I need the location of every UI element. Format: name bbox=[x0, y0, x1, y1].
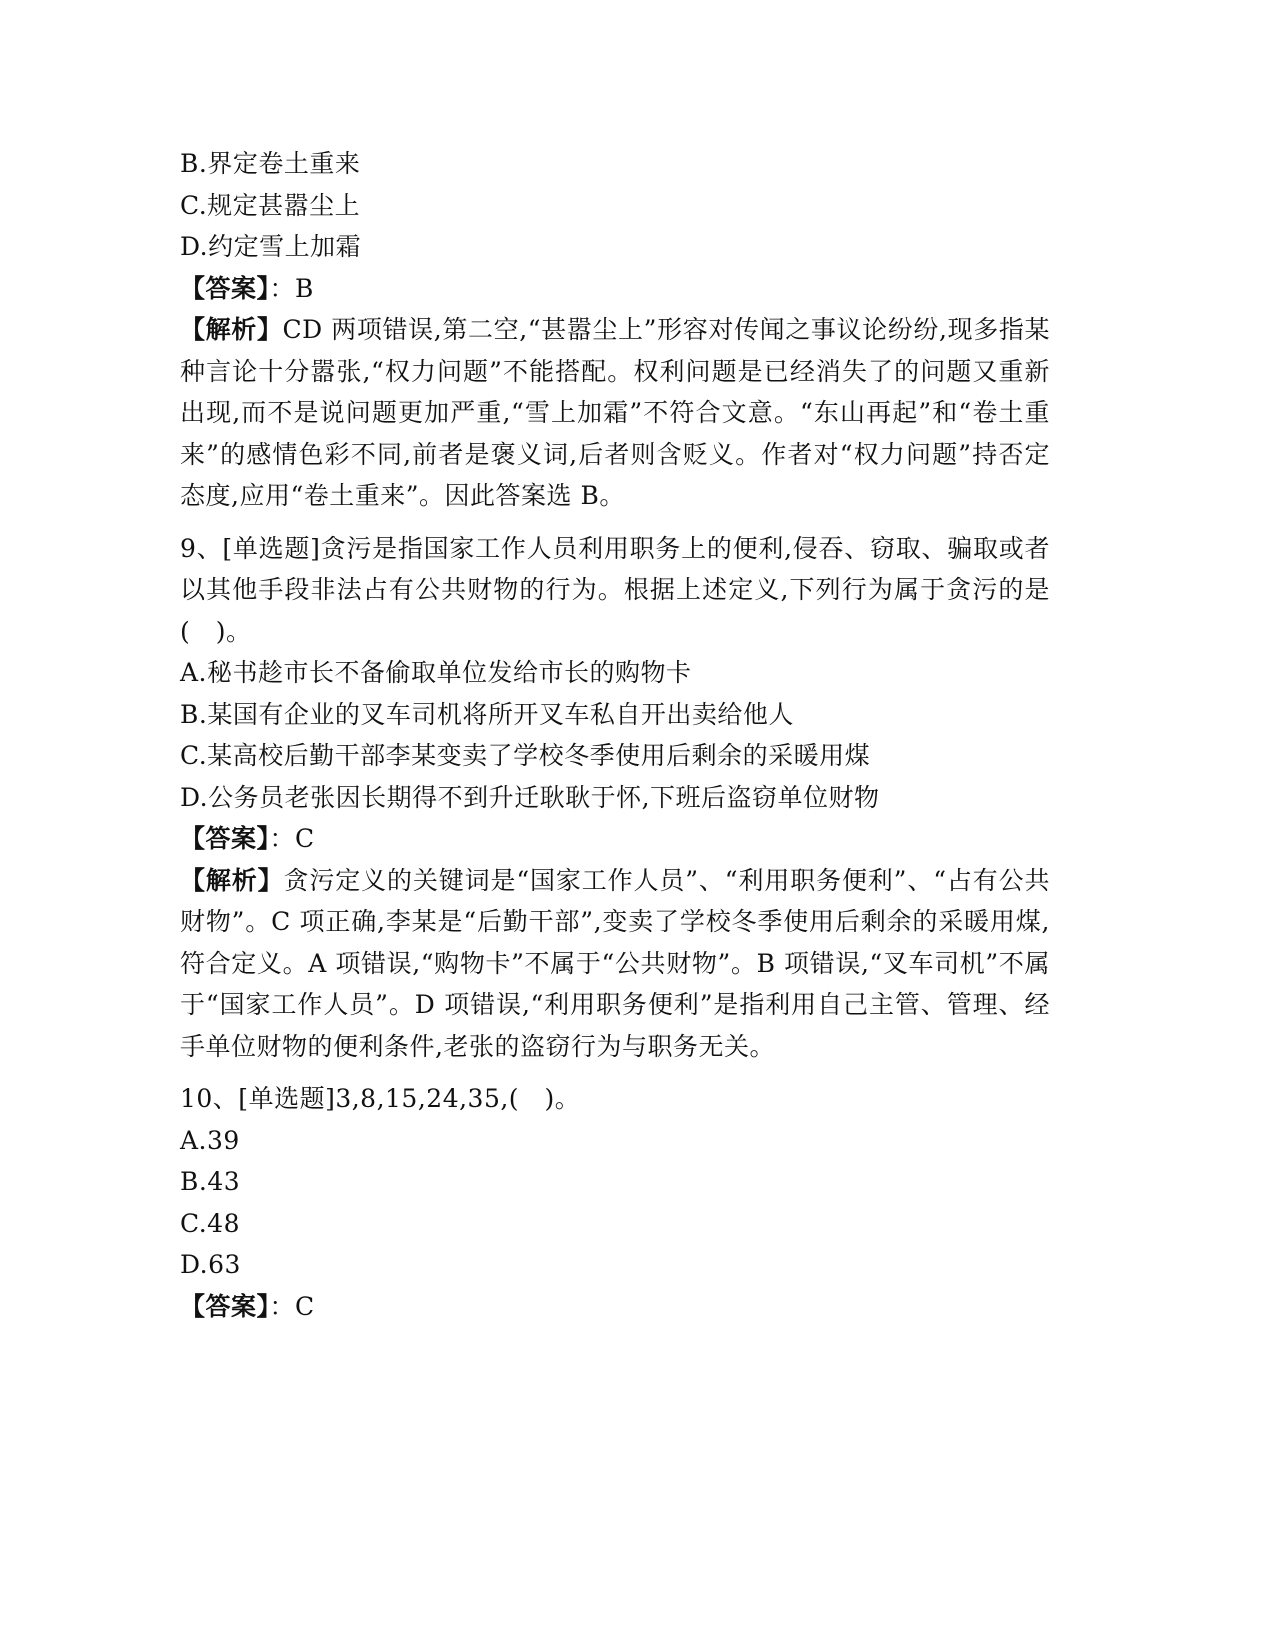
analysis-label: 【解析】 bbox=[180, 315, 283, 344]
analysis-paragraph bbox=[180, 860, 1050, 1068]
question-10-block bbox=[180, 1078, 1050, 1327]
question-stem: 9、[单选题]贪污是指国家工作人员利用职务上的便利,侵吞、窃取、骗取或者以其他手段非法占有公共财物的行为。根据上述定义,下列行为属于贪污的是( )。 bbox=[180, 533, 1050, 646]
answer-line bbox=[180, 268, 1050, 310]
option-c: C.48 bbox=[180, 1208, 240, 1238]
answer-value: ：B bbox=[269, 273, 314, 303]
option-d: D.63 bbox=[180, 1250, 241, 1279]
question-9-block bbox=[180, 528, 1050, 1068]
option-b: B.界定卷土重来 bbox=[180, 149, 361, 178]
option-a: A.秘书趁市长不备偷取单位发给市长的购物卡 bbox=[180, 658, 692, 687]
prev-question-block bbox=[180, 143, 1050, 517]
option-b: B.某国有企业的叉车司机将所开叉车私自开出卖给他人 bbox=[180, 699, 794, 729]
analysis-text: 贪污定义的关键词是“国家工作人员”、“利用职务便利”、“占有公共财物”。C 项正确,李某是“后勤干部”,变卖了学校冬季使用后剩余的采暖用煤,符合定义。A 项错误,“购物卡”不属于“公共财物”。B 项错误,“叉车司机”不属于“国家工作人员”。D 项错误,“利用职务便利”是指利用自己主管、管理、经手单位财物的便利条件,老张的盗窃行为与职务无关。 bbox=[180, 865, 1050, 1061]
document-page bbox=[180, 143, 1050, 1327]
answer-label: 【答案】 bbox=[180, 273, 270, 303]
option-a: A.39 bbox=[180, 1125, 240, 1155]
answer-line bbox=[180, 1286, 1050, 1328]
answer-value: ：C bbox=[269, 824, 315, 853]
option-d: D.约定雪上加霜 bbox=[180, 232, 362, 261]
question-stem: 10、[单选题]3,8,15,24,35,( )。 bbox=[180, 1084, 581, 1113]
option-c: C.某高校后勤干部李某变卖了学校冬季使用后剩余的采暖用煤 bbox=[180, 741, 871, 770]
spacer bbox=[180, 1067, 1050, 1078]
option-d: D.公务员老张因长期得不到升迁耿耿于怀,下班后盗窃单位财物 bbox=[180, 782, 880, 812]
answer-line bbox=[180, 818, 1050, 860]
option-c: C.规定甚嚣尘上 bbox=[180, 190, 361, 220]
answer-value: ：C bbox=[269, 1291, 315, 1321]
answer-label: 【答案】 bbox=[180, 1291, 270, 1321]
answer-label: 【答案】 bbox=[180, 824, 270, 853]
option-b: B.43 bbox=[180, 1167, 241, 1196]
analysis-label: 【解析】 bbox=[180, 865, 284, 895]
analysis-paragraph bbox=[180, 309, 1050, 517]
analysis-text: CD 两项错误,第二空,“甚嚣尘上”形容对传闻之事议论纷纷,现多指某种言论十分嚣张,“权力问题”不能搭配。权利问题是已经消失了的问题又重新出现,而不是说问题更加严重,“雪上加霜”不符合文意。“东山再起”和“卷土重来”的感情色彩不同,前者是褒义词,后者则含贬义。作者对“权力问题”持否定态度,应用“卷土重来”。因此答案选 B。 bbox=[180, 315, 1050, 510]
spacer bbox=[180, 517, 1050, 528]
